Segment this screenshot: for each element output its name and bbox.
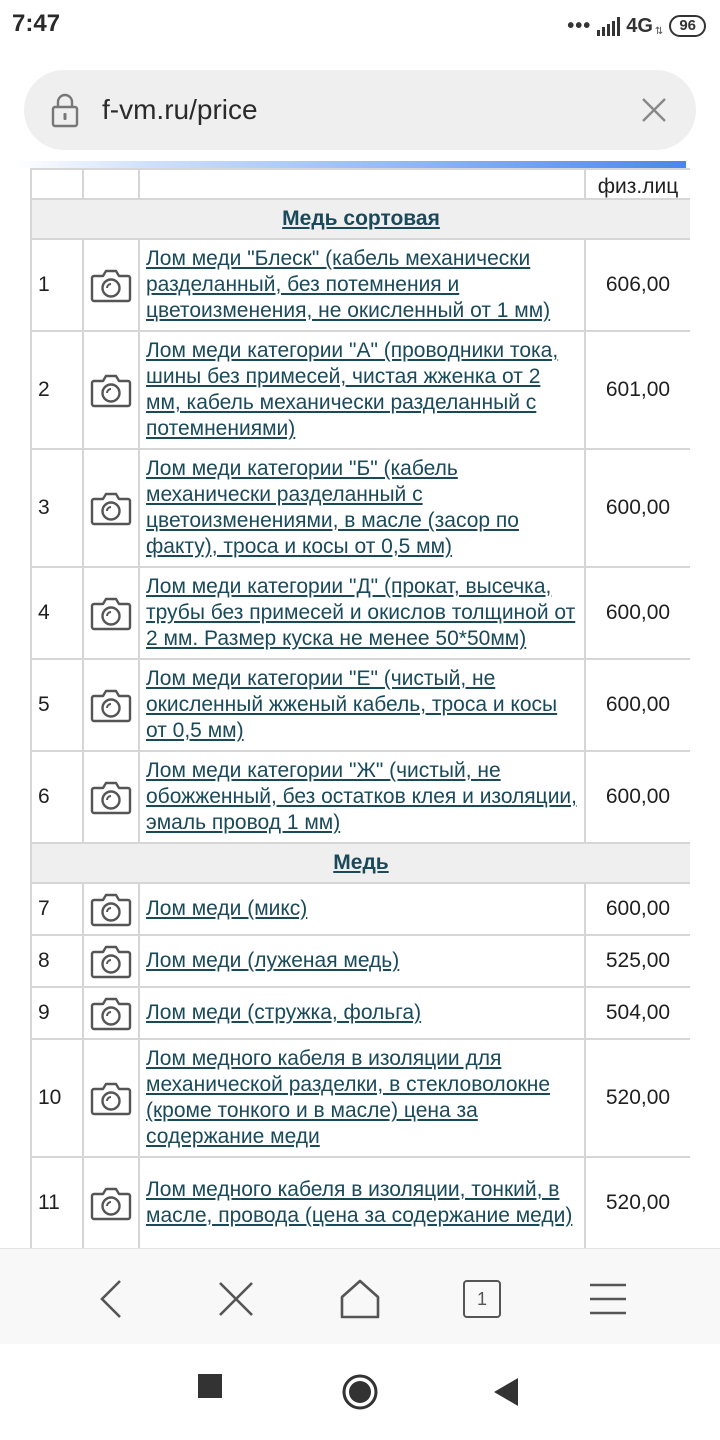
back-system-icon[interactable] xyxy=(494,1378,518,1406)
camera-icon[interactable] xyxy=(90,1079,132,1117)
section-header-row xyxy=(31,843,690,883)
row-name-cell xyxy=(139,1039,585,1157)
camera-icon[interactable] xyxy=(90,890,132,928)
item-name-link[interactable]: Лом меди категории "Е" (чистый, не окисленный жженый кабель, троса и косы от 0,5 мм) xyxy=(146,667,558,742)
notification-dots-icon: ••• xyxy=(567,14,592,37)
row-number: 5 xyxy=(31,659,83,751)
status-indicators xyxy=(567,12,706,40)
row-photo-cell xyxy=(83,987,139,1039)
row-name-cell xyxy=(139,883,585,935)
table-row xyxy=(31,239,690,331)
tabs-button[interactable] xyxy=(460,1277,504,1321)
row-price: 600,00 xyxy=(585,751,690,843)
home-system-icon[interactable] xyxy=(341,1373,379,1411)
camera-icon[interactable] xyxy=(90,266,132,304)
row-price: 504,00 xyxy=(585,987,690,1039)
item-name-link[interactable]: Лом меди (стружка, фольга) xyxy=(146,1001,422,1024)
network-type: 4G xyxy=(626,14,653,37)
row-name-cell xyxy=(139,751,585,843)
row-price: 520,00 xyxy=(585,1157,690,1248)
item-name-link[interactable]: Лом меди категории "Ж" (чистый, не обожженный, без остатков клея и изоляции, эмаль провод 1 мм) xyxy=(146,759,577,834)
system-nav-bar xyxy=(0,1344,720,1440)
row-number: 3 xyxy=(31,449,83,567)
table-row xyxy=(31,567,690,659)
row-photo-cell xyxy=(83,331,139,449)
price-table-container[interactable] xyxy=(30,168,690,1248)
row-name-cell xyxy=(139,239,585,331)
row-number: 8 xyxy=(31,935,83,987)
row-photo-cell xyxy=(83,659,139,751)
row-photo-cell xyxy=(83,449,139,567)
row-photo-cell xyxy=(83,883,139,935)
table-row xyxy=(31,1157,690,1248)
signal-icon xyxy=(597,16,620,36)
row-name-cell xyxy=(139,987,585,1039)
table-row xyxy=(31,1039,690,1157)
row-photo-cell xyxy=(83,239,139,331)
row-name-cell xyxy=(139,567,585,659)
table-row xyxy=(31,449,690,567)
section-title-link[interactable]: Медь сортовая xyxy=(282,207,440,230)
item-name-link[interactable]: Лом меди категории "Д" (прокат, высечка, трубы без примесей и окислов толщиной от 2 мм. Размер куска не менее 50*50мм) xyxy=(146,575,576,650)
row-name-cell xyxy=(139,449,585,567)
item-name-link[interactable]: Лом медного кабеля в изоляции, тонкий, в масле, провода (цена за содержание меди) xyxy=(146,1178,573,1227)
row-price: 600,00 xyxy=(585,567,690,659)
row-price: 525,00 xyxy=(585,935,690,987)
camera-icon[interactable] xyxy=(90,371,132,409)
table-row xyxy=(31,935,690,987)
row-number: 1 xyxy=(31,239,83,331)
row-name-cell xyxy=(139,331,585,449)
row-number: 4 xyxy=(31,567,83,659)
address-bar[interactable] xyxy=(24,70,696,150)
row-price: 606,00 xyxy=(585,239,690,331)
table-row xyxy=(31,751,690,843)
item-name-link[interactable]: Лом меди категории "Б" (кабель механически разделанный с цветоизменениями, в масле (засор по факту), троса и косы от 0,5 мм) xyxy=(146,457,519,558)
row-name-cell xyxy=(139,1157,585,1248)
close-page-icon[interactable] xyxy=(214,1277,258,1321)
table-row xyxy=(31,659,690,751)
row-price: 601,00 xyxy=(585,331,690,449)
row-photo-cell xyxy=(83,1039,139,1157)
row-price: 600,00 xyxy=(585,659,690,751)
row-photo-cell xyxy=(83,1157,139,1248)
table-row xyxy=(31,883,690,935)
camera-icon[interactable] xyxy=(90,489,132,527)
status-bar xyxy=(0,0,720,54)
row-number: 11 xyxy=(31,1157,83,1248)
table-row xyxy=(31,331,690,449)
row-photo-cell xyxy=(83,935,139,987)
row-number: 7 xyxy=(31,883,83,935)
row-price: 520,00 xyxy=(585,1039,690,1157)
table-row xyxy=(31,987,690,1039)
url-text[interactable]: f-vm.ru/price xyxy=(102,94,258,125)
row-name-cell xyxy=(139,659,585,751)
header-price-label: физ.лиц xyxy=(585,169,690,199)
table-header-row xyxy=(31,169,690,199)
camera-icon[interactable] xyxy=(90,942,132,980)
price-table xyxy=(30,168,690,1248)
recents-icon[interactable] xyxy=(198,1374,222,1398)
section-title-link[interactable]: Медь xyxy=(333,851,389,874)
section-header-row xyxy=(31,199,690,239)
data-arrows-icon: ⇅ xyxy=(654,25,664,37)
camera-icon[interactable] xyxy=(90,994,132,1032)
item-name-link[interactable]: Лом меди "Блеск" (кабель механически разделанный, без потемнения и цветоизменения, не окисленный от 1 мм) xyxy=(146,247,551,322)
back-icon[interactable] xyxy=(90,1277,134,1321)
menu-icon[interactable] xyxy=(586,1277,630,1321)
row-name-cell xyxy=(139,935,585,987)
row-number: 2 xyxy=(31,331,83,449)
row-photo-cell xyxy=(83,751,139,843)
tabs-icon: 1 xyxy=(463,1280,501,1318)
row-number: 10 xyxy=(31,1039,83,1157)
item-name-link[interactable]: Лом меди категории "А" (проводники тока, шины без примесей, чистая жженка от 2 мм, кабель механически разделанный с потемнениями) xyxy=(146,339,559,440)
page-load-progress xyxy=(14,161,686,168)
close-icon[interactable] xyxy=(640,96,668,124)
row-price: 600,00 xyxy=(585,883,690,935)
browser-nav-bar xyxy=(0,1248,720,1344)
camera-icon[interactable] xyxy=(90,778,132,816)
status-time: 7:47 xyxy=(12,10,61,37)
item-name-link[interactable]: Лом медного кабеля в изоляции для механической разделки, в стекловолокне (кроме тонкого и в масле) цена за содержание меди xyxy=(146,1047,550,1148)
row-number: 6 xyxy=(31,751,83,843)
lock-icon xyxy=(50,92,80,128)
item-name-link[interactable]: Лом меди (луженая медь) xyxy=(146,949,400,972)
item-name-link[interactable]: Лом меди (микс) xyxy=(146,897,308,920)
row-photo-cell xyxy=(83,567,139,659)
camera-icon[interactable] xyxy=(90,1184,132,1222)
row-number: 9 xyxy=(31,987,83,1039)
battery-indicator: 96 xyxy=(669,15,706,37)
home-icon[interactable] xyxy=(338,1277,382,1321)
row-price: 600,00 xyxy=(585,449,690,567)
camera-icon[interactable] xyxy=(90,686,132,724)
camera-icon[interactable] xyxy=(90,594,132,632)
